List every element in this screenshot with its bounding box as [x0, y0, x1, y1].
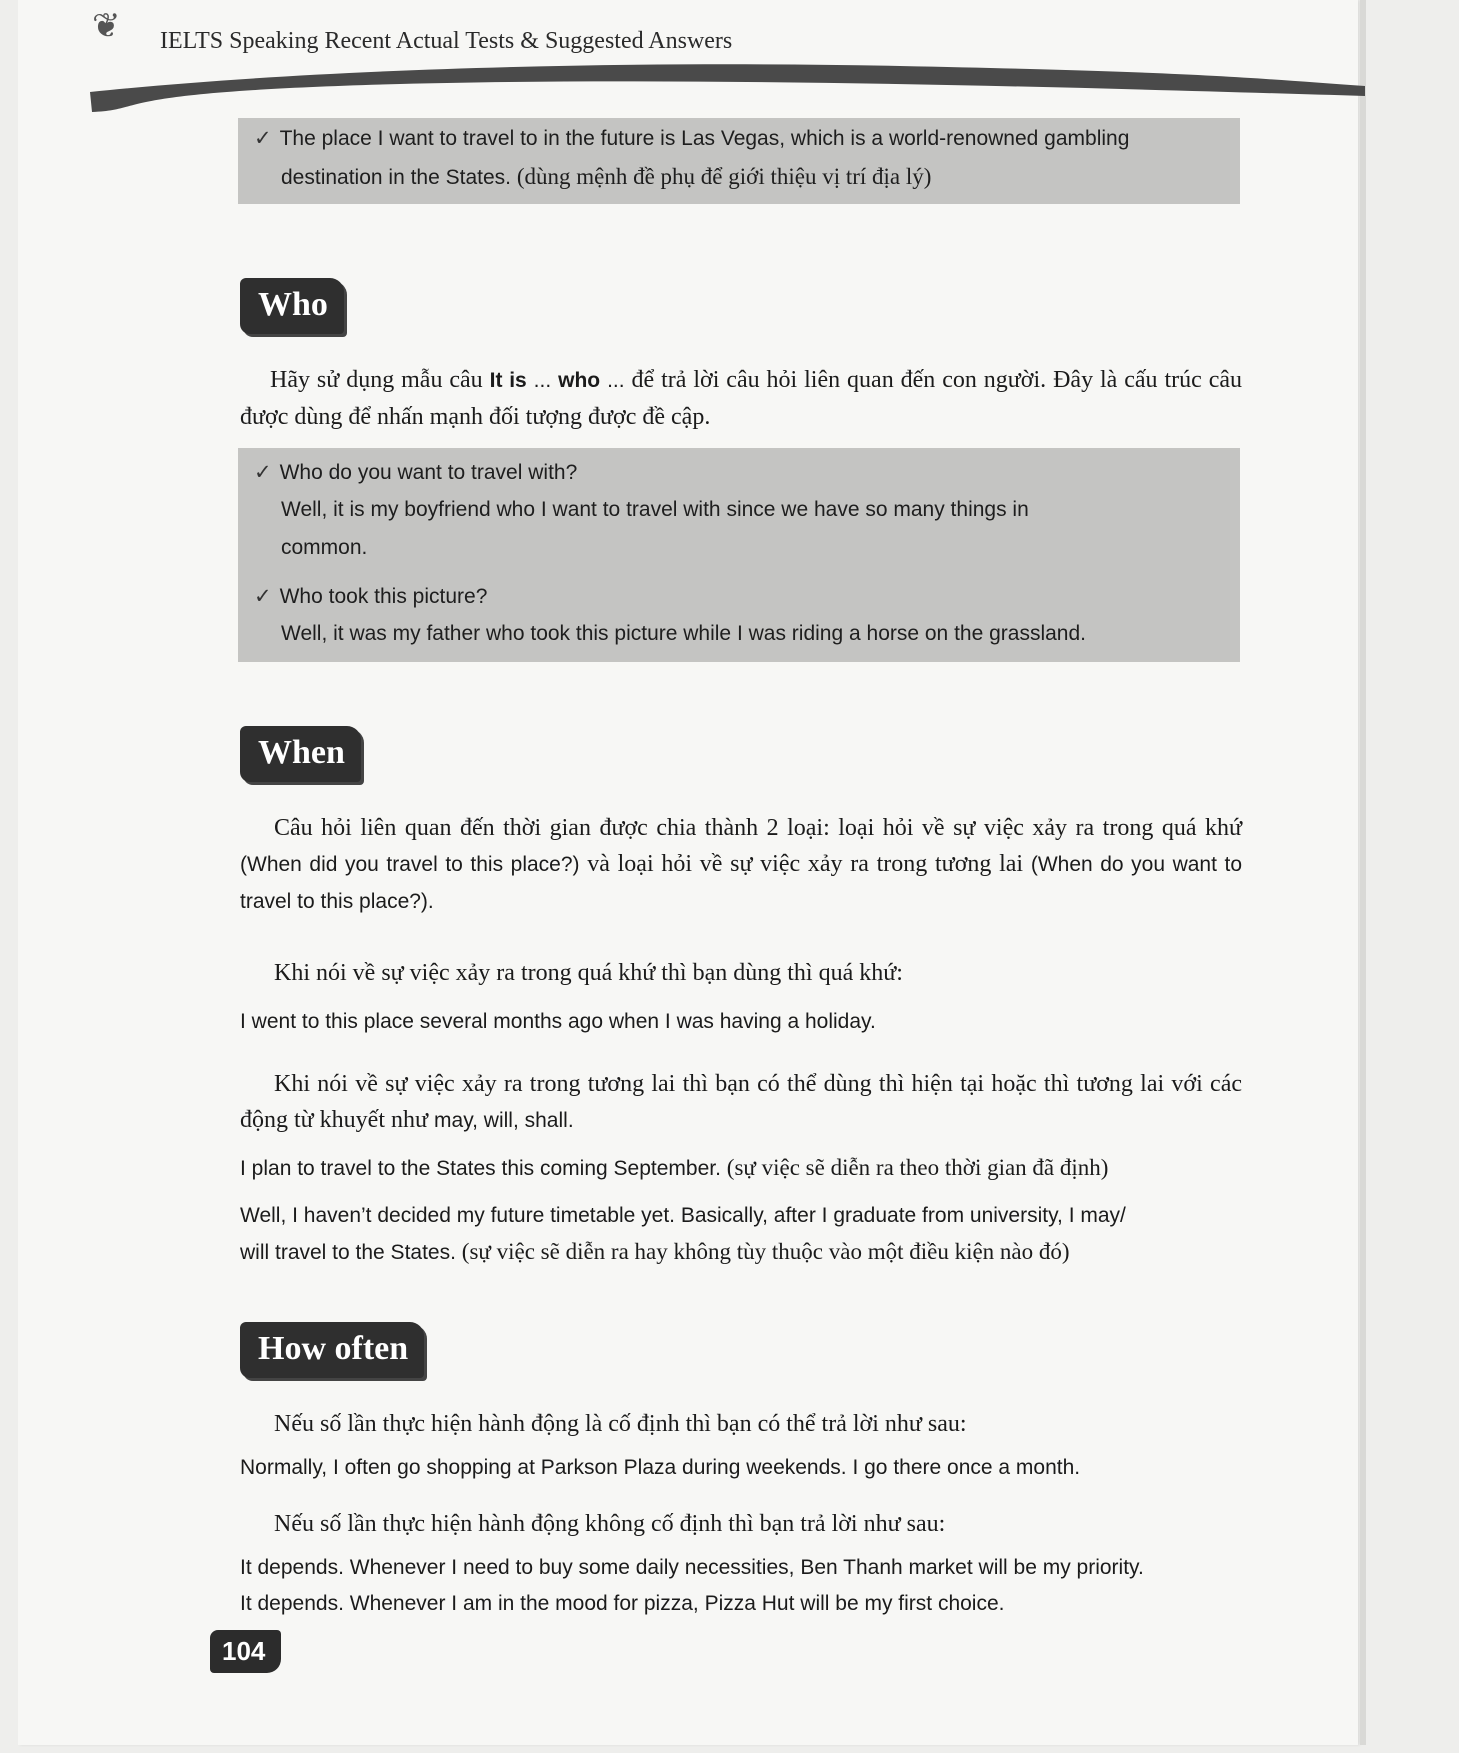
past-tense-intro: Khi nói về sự việc xảy ra trong quá khứ thì bạn dùng thì quá khứ:	[274, 960, 903, 986]
example-question: ✓ Who do you want to travel with?	[254, 461, 578, 484]
when-explanation: Câu hỏi liên quan đến thời gian được chia thành 2 loại: loại hỏi về sự việc xảy ra trong quá khứ (When did you travel to this place?) và loại hỏi về sự việc xảy ra trong tương lai (When do you want to travel to this place?).	[240, 815, 1243, 913]
example-box-where	[238, 118, 1240, 204]
example-answer: common.	[281, 536, 368, 559]
example-question: ✓ Who took this picture?	[254, 585, 488, 608]
fixed-frequency-example: Normally, I often go shopping at Parkson Plaza during weekends. I go there once a month.	[240, 1456, 1081, 1479]
running-header	[0, 0, 1459, 120]
page-number: 104	[210, 1630, 281, 1673]
header-title: IELTS Speaking Recent Actual Tests & Suggested Answers	[160, 28, 733, 54]
book-spine-icon: ❦	[92, 8, 121, 45]
check-mark-icon: ✓	[254, 461, 272, 484]
example-answer: Well, it is my boyfriend who I want to travel with since we have so many things in	[281, 498, 1029, 521]
section-badge-how-often: How often	[240, 1322, 424, 1378]
past-tense-example: I went to this place several months ago when I was having a holiday.	[240, 1010, 876, 1033]
example-answer: Well, it was my father who took this picture while I was riding a horse on the grassland.	[281, 622, 1086, 645]
example-line: destination in the States. (dùng mệnh đề phụ để giới thiệu vị trí địa lý)	[281, 164, 932, 189]
check-mark-icon: ✓	[254, 127, 272, 150]
example-line: ✓ The place I want to travel to in the future is Las Vegas, which is a world-renowned gambling	[254, 127, 1130, 150]
brush-stroke-divider	[0, 0, 1459, 120]
future-example: I plan to travel to the States this coming September. (sự việc sẽ diễn ra theo thời gian đã định)	[240, 1155, 1109, 1180]
future-example: Well, I haven’t decided my future timetable yet. Basically, after I graduate from university, I may/	[240, 1204, 1126, 1227]
page-edge	[1360, 0, 1366, 1745]
unfixed-frequency-example: It depends. Whenever I need to buy some daily necessities, Ben Thanh market will be my priority.	[240, 1556, 1144, 1579]
unfixed-frequency-intro: Nếu số lần thực hiện hành động không cố định thì bạn trả lời như sau:	[274, 1511, 946, 1537]
future-tense-intro: Khi nói về sự việc xảy ra trong tương lai thì bạn có thể dùng thì hiện tại hoặc thì tương lai với các động từ khuyết như may, will, shall.	[240, 1071, 1242, 1133]
who-explanation: Hãy sử dụng mẫu câu It is ... who ... để trả lời câu hỏi liên quan đến con người. Đây là cấu trúc câu được dùng để nhấn mạnh đối tượng được đề cập.	[240, 367, 1243, 430]
section-badge-who: Who	[240, 278, 344, 334]
unfixed-frequency-example: It depends. Whenever I am in the mood for pizza, Pizza Hut will be my first choice.	[240, 1592, 1005, 1615]
fixed-frequency-intro: Nếu số lần thực hiện hành động là cố định thì bạn có thể trả lời như sau:	[274, 1411, 967, 1437]
example-box-who	[238, 448, 1240, 662]
section-badge-when: When	[240, 726, 361, 782]
future-example: will travel to the States. (sự việc sẽ diễn ra hay không tùy thuộc vào một điều kiện nào đó)	[240, 1239, 1070, 1264]
check-mark-icon: ✓	[254, 585, 272, 608]
